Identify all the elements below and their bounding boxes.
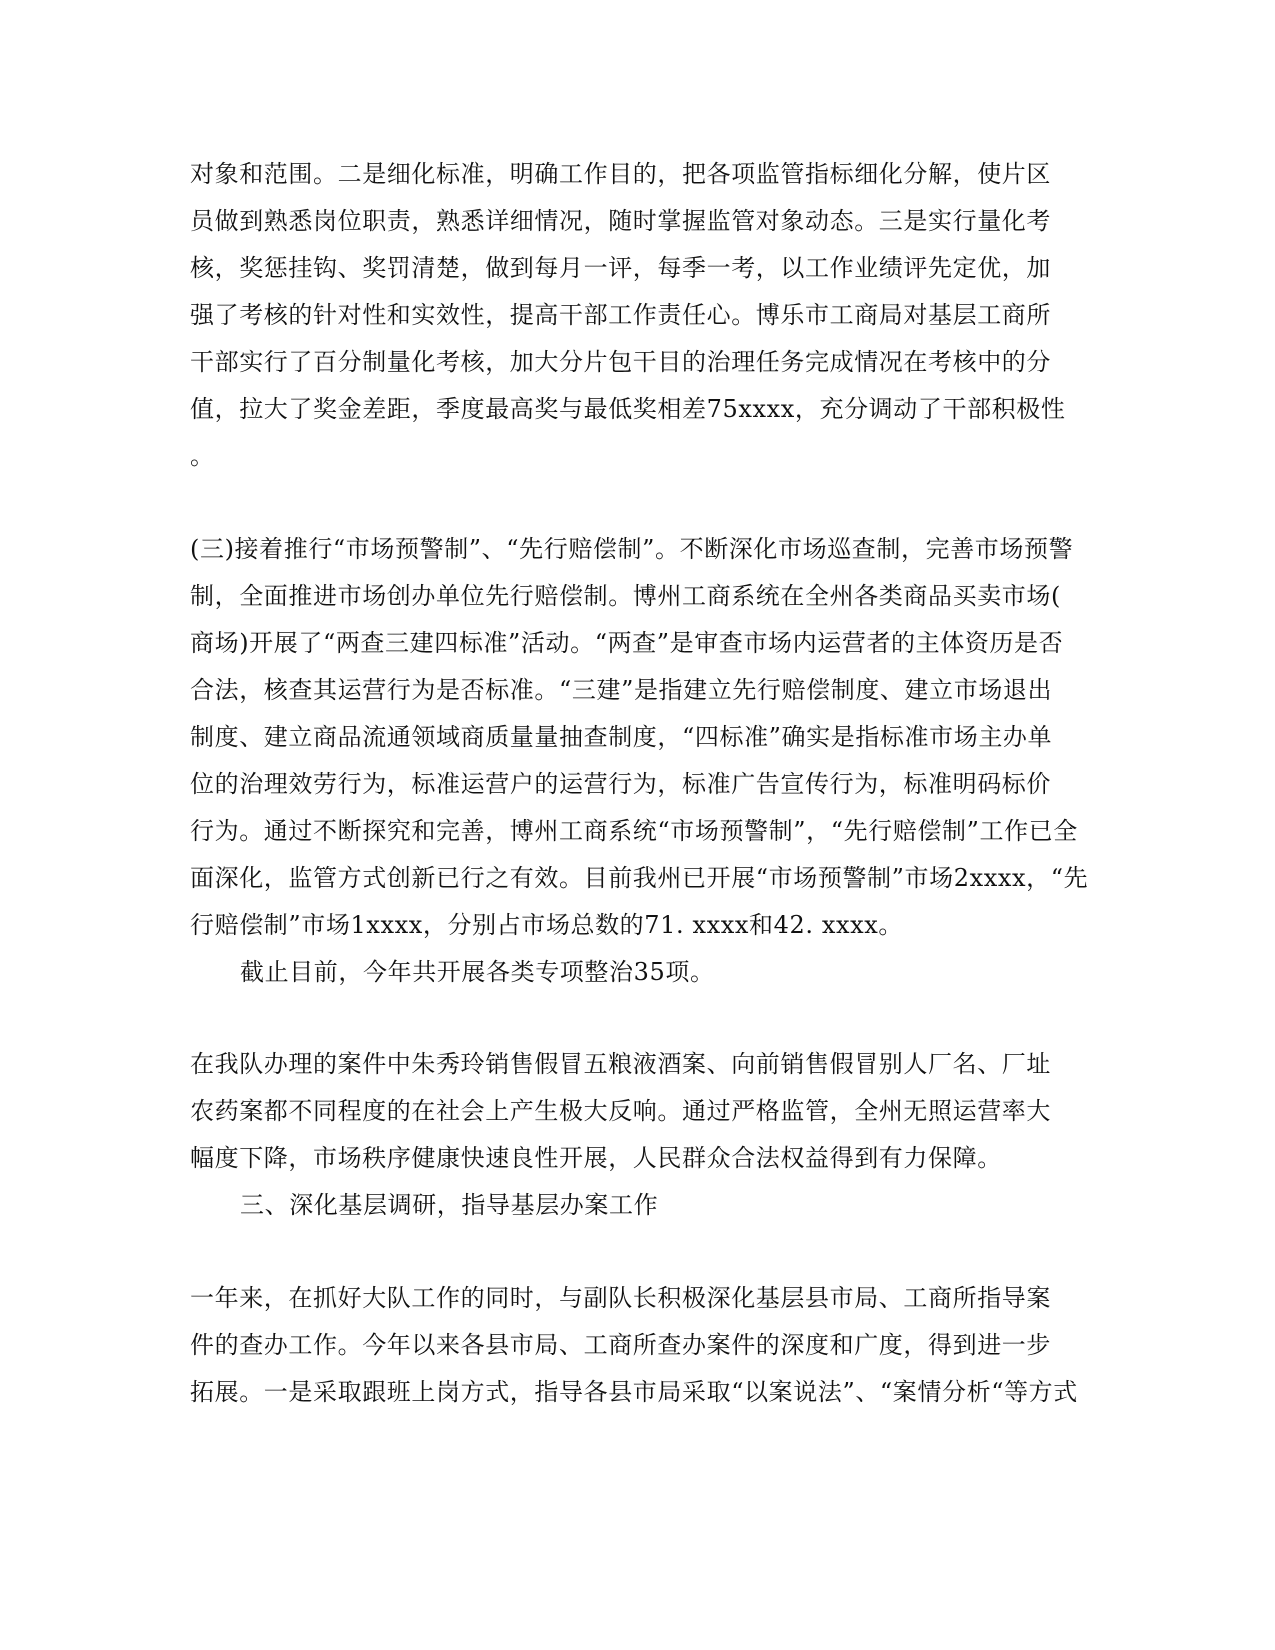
text-line: 拓展。一是采取跟班上岗方式，指导各县市局采取“以案说法”、“案情分析“等方式 bbox=[190, 1378, 1078, 1406]
text-line: 幅度下降，市场秩序健康快速良性开展，人民群众合法权益得到有力保障。 bbox=[190, 1144, 1002, 1172]
text-line: 在我队办理的案件中朱秀玲销售假冒五粮液酒案、向前销售假冒别人厂名、厂址 bbox=[190, 1050, 1051, 1078]
text-line: 值，拉大了奖金差距，季度最高奖与最低奖相差75xxxx，充分调动了干部积极性 bbox=[190, 395, 1066, 423]
text-line: (三)接着推行“市场预警制”、“先行赔偿制”。不断深化市场巡查制，完善市场预警 bbox=[190, 535, 1074, 563]
text-line: 合法，核查其运营行为是否标准。“三建”是指建立先行赔偿制度、建立市场退出 bbox=[190, 676, 1053, 704]
text-line: 行为。通过不断探究和完善，博州工商系统“市场预警制”，“先行赔偿制”工作已全 bbox=[190, 817, 1078, 845]
text-line: 强了考核的针对性和实效性，提高干部工作责任心。博乐市工商局对基层工商所 bbox=[190, 301, 1051, 329]
text-line: 制，全面推进市场创办单位先行赔偿制。博州工商系统在全州各类商品买卖市场( bbox=[190, 582, 1061, 610]
text-line: 对象和范围。二是细化标准，明确工作目的，把各项监管指标细化分解，使片区 bbox=[190, 160, 1051, 188]
text-line: 位的治理效劳行为，标准运营户的运营行为，标准广告宣传行为，标准明码标价 bbox=[190, 770, 1051, 798]
text-line: 行赔偿制”市场1xxxx，分别占市场总数的71. xxxx和42. xxxx。 bbox=[190, 911, 903, 939]
text-line: 农药案都不同程度的在社会上产生极大反响。通过严格监管，全州无照运营率大 bbox=[190, 1097, 1051, 1125]
text-line: 。 bbox=[190, 442, 215, 470]
text-line: 件的查办工作。今年以来各县市局、工商所查办案件的深度和广度，得到进一步 bbox=[190, 1331, 1051, 1359]
text-line: 制度、建立商品流通领域商质量量抽查制度，“四标准”确实是指标准市场主办单 bbox=[190, 723, 1053, 751]
text-line: 一年来，在抓好大队工作的同时，与副队长积极深化基层县市局、工商所指导案 bbox=[190, 1284, 1051, 1312]
text-line: 干部实行了百分制量化考核，加大分片包干目的治理任务完成情况在考核中的分 bbox=[190, 348, 1051, 376]
text-line: 截止目前，今年共开展各类专项整治35项。 bbox=[240, 958, 715, 986]
text-line: 面深化，监管方式创新已行之有效。目前我州已开展“市场预警制”市场2xxxx，“先 bbox=[190, 864, 1089, 892]
text-line: 员做到熟悉岗位职责，熟悉详细情况，随时掌握监管对象动态。三是实行量化考 bbox=[190, 207, 1051, 235]
text-line: 核，奖惩挂钩、奖罚清楚，做到每月一评，每季一考，以工作业绩评先定优，加 bbox=[190, 254, 1051, 282]
text-line: 商场)开展了“两查三建四标准”活动。“两查”是审查市场内运营者的主体资历是否 bbox=[190, 629, 1064, 657]
section-heading: 三、深化基层调研，指导基层办案工作 bbox=[240, 1191, 659, 1219]
